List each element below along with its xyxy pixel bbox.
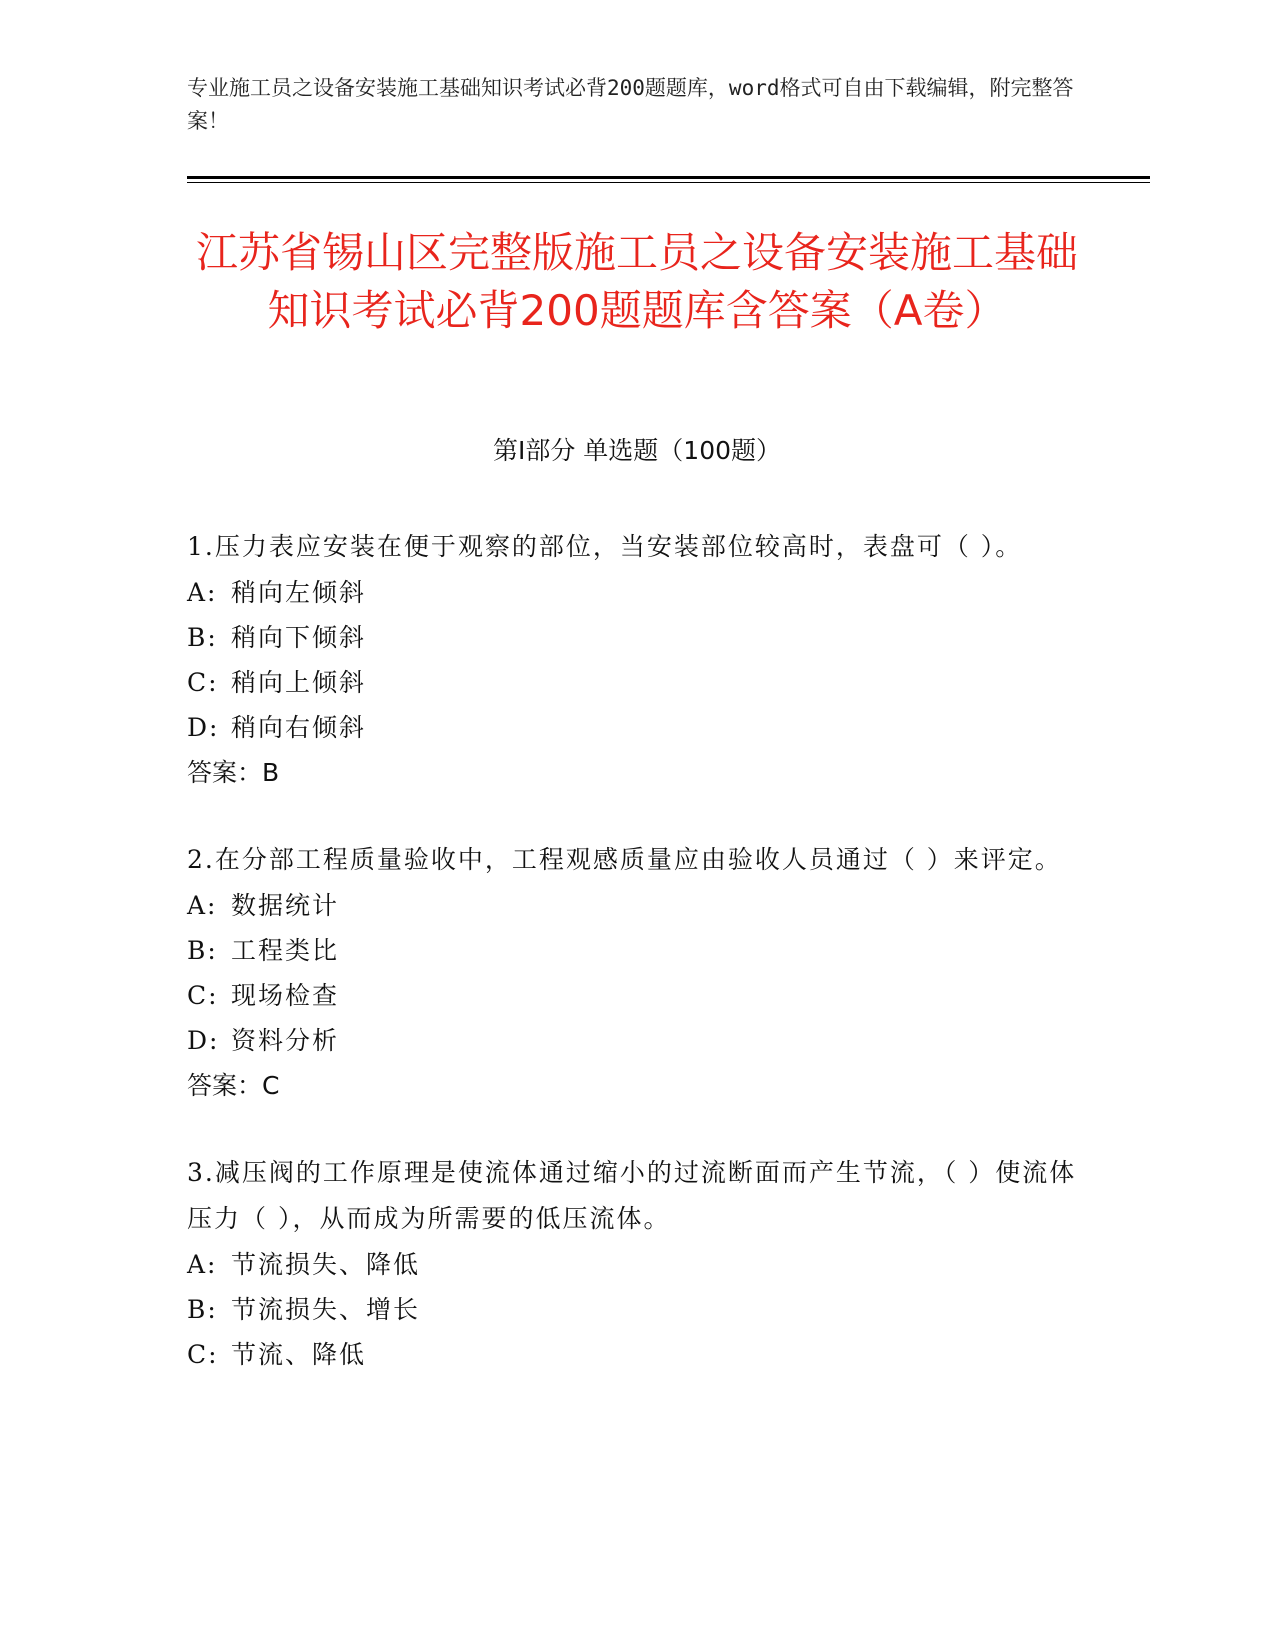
option-text: 稍向上倾斜: [231, 668, 367, 697]
option-d: [187, 705, 1087, 750]
answer-line: 答案：C: [187, 1071, 280, 1100]
option-c: [187, 1332, 1087, 1377]
option-text: 数据统计: [231, 891, 340, 920]
header-rule-thin: [187, 182, 1150, 183]
question-3: [187, 1150, 1087, 1377]
option-b: [187, 615, 1087, 660]
header-note: 专业施工员之设备安装施工基础知识考试必背200题题库，word格式可自由下载编辑，附完整答案！: [187, 76, 1074, 133]
answer-line: 答案：B: [187, 758, 280, 787]
section-title: 第I部分 单选题（100题）: [492, 436, 782, 465]
option-key: B:: [187, 936, 218, 965]
option-key: A:: [187, 891, 218, 920]
option-text: 节流、降低: [231, 1340, 367, 1369]
option-key: D:: [187, 713, 220, 742]
option-key: C:: [187, 1340, 219, 1369]
document-title: 江苏省锡山区完整版施工员之设备安装施工基础知识考试必背200题题库含答案（A卷）: [195, 228, 1078, 335]
question-stem: 1.压力表应安装在便于观察的部位，当安装部位较高时，表盘可（ ）。: [187, 532, 1023, 561]
header-rule-thick: [187, 176, 1150, 179]
option-a: [187, 570, 1087, 615]
option-key: C:: [187, 668, 219, 697]
option-key: A:: [187, 1250, 218, 1279]
option-text: 稍向右倾斜: [231, 713, 367, 742]
option-a: [187, 1242, 1087, 1287]
option-text: 节流损失、增长: [231, 1295, 421, 1324]
question-stem: 3.减压阀的工作原理是使流体通过缩小的过流断面而产生节流，（ ）使流体压力（ ），从而成为所需要的低压流体。: [187, 1158, 1077, 1233]
question-stem: 2.在分部工程质量验收中，工程观感质量应由验收人员通过（ ）来评定。: [187, 845, 1062, 874]
option-text: 稍向下倾斜: [231, 623, 367, 652]
option-key: B:: [187, 1295, 218, 1324]
option-b: [187, 1287, 1087, 1332]
option-key: C:: [187, 981, 219, 1010]
option-b: [187, 928, 1087, 973]
option-key: A:: [187, 578, 218, 607]
question-2: [187, 837, 1087, 1108]
option-text: 现场检查: [231, 981, 340, 1010]
option-key: B:: [187, 623, 218, 652]
option-key: D:: [187, 1026, 220, 1055]
option-text: 工程类比: [231, 936, 340, 965]
question-list: [187, 524, 1087, 1419]
option-a: [187, 883, 1087, 928]
option-text: 资料分析: [231, 1026, 340, 1055]
question-1: [187, 524, 1087, 795]
option-c: [187, 973, 1087, 1018]
option-c: [187, 660, 1087, 705]
option-d: [187, 1018, 1087, 1063]
option-text: 稍向左倾斜: [231, 578, 367, 607]
option-text: 节流损失、降低: [231, 1250, 421, 1279]
